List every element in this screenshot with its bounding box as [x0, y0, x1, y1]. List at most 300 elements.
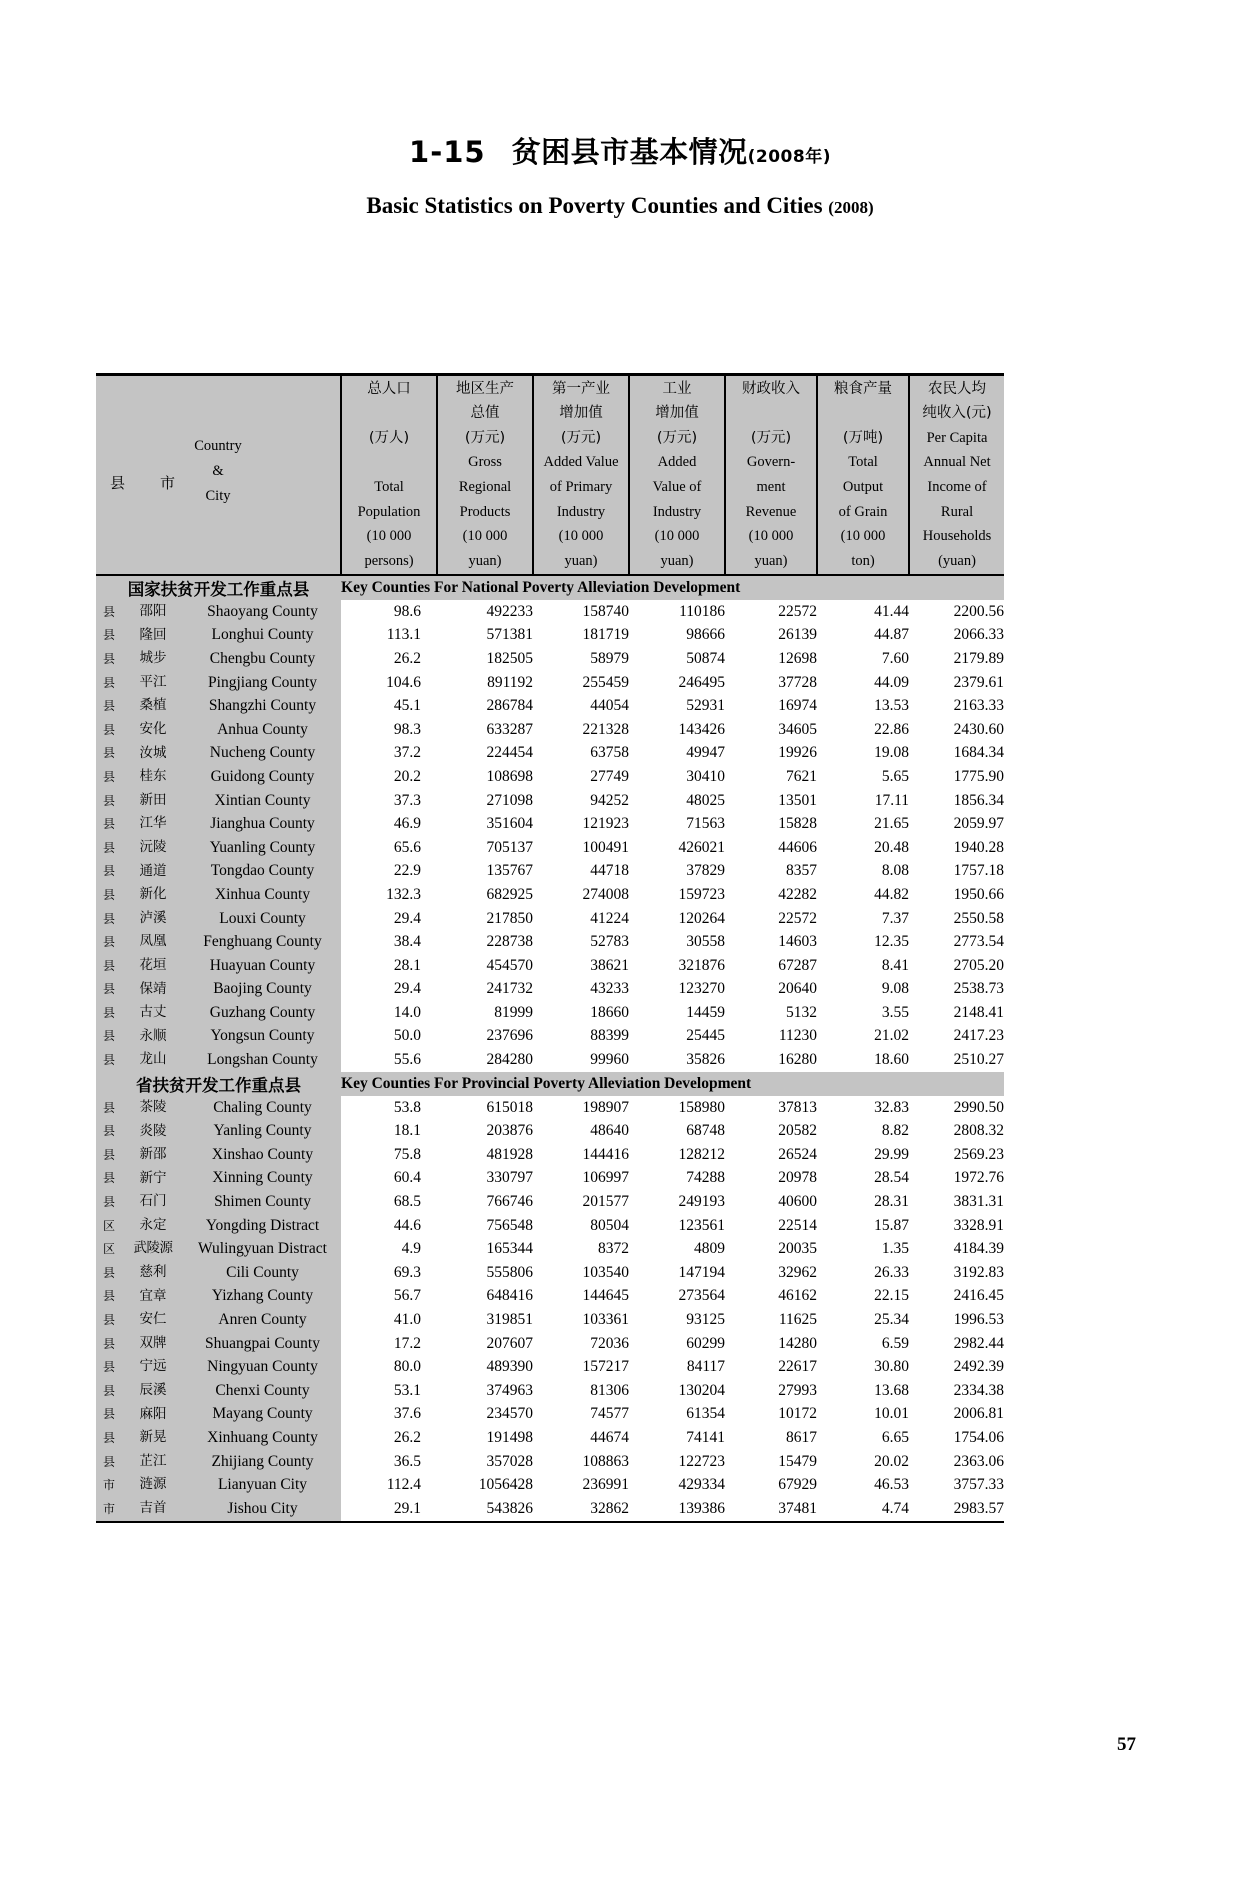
cell-population: 17.2	[341, 1332, 437, 1356]
header-zh-3a: 第一产业	[552, 380, 611, 397]
cell-population: 104.6	[341, 671, 437, 695]
cell-income: 2983.57	[909, 1497, 1004, 1521]
cell-population: 53.8	[341, 1096, 437, 1120]
cell-primary: 255459	[533, 671, 629, 695]
cell-income: 2550.58	[909, 907, 1004, 931]
row-name-zh: 汝城	[122, 742, 184, 766]
cell-grp: 165344	[437, 1237, 533, 1261]
cell-primary: 72036	[533, 1332, 629, 1356]
cell-grp: 555806	[437, 1261, 533, 1285]
cell-grp: 633287	[437, 718, 533, 742]
row-admin-type: 县	[96, 742, 122, 766]
row-name-en: Guzhang County	[184, 1001, 341, 1025]
cell-industry: 120264	[629, 907, 725, 931]
cell-grain: 21.65	[817, 812, 909, 836]
cell-primary: 58979	[533, 647, 629, 671]
header-zh-3b: 增加值	[559, 405, 603, 422]
row-name-en: Nucheng County	[184, 742, 341, 766]
cell-industry: 159723	[629, 883, 725, 907]
cell-grp: 891192	[437, 671, 533, 695]
table-row	[96, 1497, 1004, 1521]
cell-revenue: 16974	[725, 694, 817, 718]
table-row	[96, 694, 1004, 718]
cell-population: 50.0	[341, 1025, 437, 1049]
row-admin-type: 县	[96, 1096, 122, 1120]
header-en-6a: Total	[848, 454, 878, 471]
row-admin-type: 县	[96, 1332, 122, 1356]
cell-income: 2430.60	[909, 718, 1004, 742]
cell-population: 26.2	[341, 1426, 437, 1450]
cell-industry: 130204	[629, 1379, 725, 1403]
cell-grp: 207607	[437, 1332, 533, 1356]
row-name-zh: 泸溪	[122, 907, 184, 931]
cell-industry: 60299	[629, 1332, 725, 1356]
cell-industry: 246495	[629, 671, 725, 695]
cell-grain: 20.02	[817, 1450, 909, 1474]
header-en-7d: Rural	[940, 503, 974, 520]
row-admin-type: 县	[96, 694, 122, 718]
cell-income: 1972.76	[909, 1167, 1004, 1191]
cell-revenue: 20035	[725, 1237, 817, 1261]
cell-income: 2006.81	[909, 1403, 1004, 1427]
cell-grain: 26.33	[817, 1261, 909, 1285]
cell-revenue: 15479	[725, 1450, 817, 1474]
row-admin-type: 县	[96, 1001, 122, 1025]
cell-grain: 28.31	[817, 1190, 909, 1214]
row-name-zh: 新宁	[122, 1167, 184, 1191]
cell-grp: 203876	[437, 1119, 533, 1143]
cell-population: 4.9	[341, 1237, 437, 1261]
cell-grain: 20.48	[817, 836, 909, 860]
cell-population: 29.4	[341, 907, 437, 931]
header-en-1b: Population	[357, 503, 421, 520]
row-name-zh: 龙山	[122, 1048, 184, 1072]
row-name-zh: 辰溪	[122, 1379, 184, 1403]
row-name-en: Chaling County	[184, 1096, 341, 1120]
table-bottom-rule-cell	[96, 1521, 1004, 1522]
cell-population: 37.6	[341, 1403, 437, 1427]
group-header-row	[96, 1072, 1004, 1096]
row-admin-type: 县	[96, 978, 122, 1002]
cell-income: 2379.61	[909, 671, 1004, 695]
header-zh-7a: 农民人均	[928, 380, 987, 397]
cell-grp: 241732	[437, 978, 533, 1002]
cell-grp: 224454	[437, 742, 533, 766]
cell-grain: 7.37	[817, 907, 909, 931]
row-name-zh: 永定	[122, 1214, 184, 1238]
row-name-en: Wulingyuan Distract	[184, 1237, 341, 1261]
cell-grain: 44.82	[817, 883, 909, 907]
header-en-4a: Added	[657, 454, 697, 471]
header-uniten-5a: (10 000	[748, 528, 794, 545]
row-name-zh: 芷江	[122, 1450, 184, 1474]
cell-primary: 52783	[533, 930, 629, 954]
cell-population: 56.7	[341, 1285, 437, 1309]
cell-population: 41.0	[341, 1308, 437, 1332]
table-row	[96, 954, 1004, 978]
row-admin-type: 县	[96, 718, 122, 742]
cell-industry: 71563	[629, 812, 725, 836]
cell-grain: 44.09	[817, 671, 909, 695]
header-en-4b: Value of	[652, 479, 702, 495]
cell-grp: 705137	[437, 836, 533, 860]
header-col-government-revenue	[725, 375, 817, 576]
cell-grp: 135767	[437, 860, 533, 884]
cell-grain: 10.01	[817, 1403, 909, 1427]
cell-revenue: 20582	[725, 1119, 817, 1143]
row-admin-type: 县	[96, 1025, 122, 1049]
page-number: 57	[1117, 1734, 1136, 1755]
title-zh-text: 贫困县市基本情况	[511, 135, 748, 169]
cell-revenue: 67287	[725, 954, 817, 978]
table-row	[96, 1167, 1004, 1191]
cell-industry: 50874	[629, 647, 725, 671]
table-row	[96, 1332, 1004, 1356]
header-uniten-5b: yuan)	[754, 552, 788, 569]
row-name-en: Anren County	[184, 1308, 341, 1332]
cell-revenue: 11625	[725, 1308, 817, 1332]
table-row	[96, 907, 1004, 931]
cell-industry: 93125	[629, 1308, 725, 1332]
row-name-zh: 保靖	[122, 978, 184, 1002]
cell-revenue: 32962	[725, 1261, 817, 1285]
row-admin-type: 县	[96, 1426, 122, 1450]
cell-industry: 273564	[629, 1285, 725, 1309]
row-name-zh: 城步	[122, 647, 184, 671]
row-admin-type: 区	[96, 1214, 122, 1238]
cell-industry: 74288	[629, 1167, 725, 1191]
cell-primary: 80504	[533, 1214, 629, 1238]
cell-population: 37.2	[341, 742, 437, 766]
cell-population: 53.1	[341, 1379, 437, 1403]
table-row	[96, 1403, 1004, 1427]
table-row	[96, 1450, 1004, 1474]
cell-industry: 25445	[629, 1025, 725, 1049]
table-row	[96, 1048, 1004, 1072]
header-col-added-value-primary-industry	[533, 375, 629, 576]
statistics-table-container	[96, 373, 1104, 1523]
table-row	[96, 789, 1004, 813]
header-uniten-7a: (yuan)	[938, 552, 976, 569]
header-col-gross-regional-products	[437, 375, 533, 576]
row-name-zh: 平江	[122, 671, 184, 695]
table-row	[96, 671, 1004, 695]
row-admin-type: 县	[96, 883, 122, 907]
row-name-zh: 邵阳	[122, 600, 184, 624]
header-unit-zh-2: (万元)	[464, 429, 506, 446]
header-zh-2a: 地区生产	[456, 380, 515, 397]
cell-income: 2705.20	[909, 954, 1004, 978]
cell-primary: 32862	[533, 1497, 629, 1521]
cell-income: 2363.06	[909, 1450, 1004, 1474]
header-uniten-1a: (10 000	[366, 528, 412, 545]
cell-population: 46.9	[341, 812, 437, 836]
cell-industry: 30410	[629, 765, 725, 789]
cell-grain: 46.53	[817, 1473, 909, 1497]
row-name-zh: 炎陵	[122, 1119, 184, 1143]
cell-grp: 330797	[437, 1167, 533, 1191]
cell-population: 75.8	[341, 1143, 437, 1167]
header-label-country: Country	[194, 438, 242, 454]
cell-grain: 8.08	[817, 860, 909, 884]
row-name-zh: 武陵源	[122, 1237, 184, 1261]
cell-industry: 128212	[629, 1143, 725, 1167]
cell-primary: 108863	[533, 1450, 629, 1474]
table-header	[96, 375, 1004, 576]
row-name-en: Huayuan County	[184, 954, 341, 978]
row-name-zh: 隆回	[122, 624, 184, 648]
header-uniten-3a: (10 000	[558, 528, 604, 545]
row-name-zh: 花垣	[122, 954, 184, 978]
table-row	[96, 1190, 1004, 1214]
cell-grain: 18.60	[817, 1048, 909, 1072]
group-label-zh: 省扶贫开发工作重点县	[96, 1072, 341, 1096]
header-en-2c: Products	[459, 503, 511, 520]
row-name-zh: 茶陵	[122, 1096, 184, 1120]
table-row	[96, 1355, 1004, 1379]
cell-grain: 15.87	[817, 1214, 909, 1238]
cell-income: 4184.39	[909, 1237, 1004, 1261]
cell-revenue: 34605	[725, 718, 817, 742]
table-row	[96, 1379, 1004, 1403]
row-name-en: Louxi County	[184, 907, 341, 931]
cell-industry: 321876	[629, 954, 725, 978]
cell-grain: 41.44	[817, 600, 909, 624]
cell-population: 38.4	[341, 930, 437, 954]
header-col-total-output-grain	[817, 375, 909, 576]
cell-revenue: 22617	[725, 1355, 817, 1379]
cell-primary: 43233	[533, 978, 629, 1002]
cell-grp: 271098	[437, 789, 533, 813]
header-en-5c: Revenue	[745, 503, 797, 520]
row-name-en: Ningyuan County	[184, 1355, 341, 1379]
cell-grp: 489390	[437, 1355, 533, 1379]
cell-population: 80.0	[341, 1355, 437, 1379]
cell-grp: 191498	[437, 1426, 533, 1450]
row-name-en: Shimen County	[184, 1190, 341, 1214]
table-row	[96, 1119, 1004, 1143]
table-number: 1-15	[409, 135, 486, 169]
cell-grain: 44.87	[817, 624, 909, 648]
header-en-7a: Per Capita	[926, 429, 988, 446]
row-name-zh: 双牌	[122, 1332, 184, 1356]
row-name-en: Longshan County	[184, 1048, 341, 1072]
cell-grp: 351604	[437, 812, 533, 836]
cell-primary: 121923	[533, 812, 629, 836]
cell-income: 1775.90	[909, 765, 1004, 789]
cell-revenue: 40600	[725, 1190, 817, 1214]
cell-revenue: 26139	[725, 624, 817, 648]
row-name-en: Chenxi County	[184, 1379, 341, 1403]
row-admin-type: 县	[96, 930, 122, 954]
cell-population: 44.6	[341, 1214, 437, 1238]
cell-income: 2982.44	[909, 1332, 1004, 1356]
cell-grain: 4.74	[817, 1497, 909, 1521]
header-unit-zh-6: (万吨)	[842, 429, 884, 446]
cell-grain: 3.55	[817, 1001, 909, 1025]
cell-income: 2492.39	[909, 1355, 1004, 1379]
row-admin-type: 县	[96, 1355, 122, 1379]
row-admin-type: 县	[96, 954, 122, 978]
cell-revenue: 37728	[725, 671, 817, 695]
cell-grain: 7.60	[817, 647, 909, 671]
cell-grp: 108698	[437, 765, 533, 789]
cell-revenue: 22514	[725, 1214, 817, 1238]
cell-population: 26.2	[341, 647, 437, 671]
table-row	[96, 812, 1004, 836]
cell-grp: 357028	[437, 1450, 533, 1474]
row-name-en: Longhui County	[184, 624, 341, 648]
cell-industry: 429334	[629, 1473, 725, 1497]
cell-income: 1996.53	[909, 1308, 1004, 1332]
group-header-row	[96, 575, 1004, 600]
cell-primary: 144416	[533, 1143, 629, 1167]
cell-income: 2417.23	[909, 1025, 1004, 1049]
header-uniten-2b: yuan)	[468, 552, 502, 569]
cell-industry: 61354	[629, 1403, 725, 1427]
row-name-en: Anhua County	[184, 718, 341, 742]
row-admin-type: 县	[96, 1143, 122, 1167]
cell-grp: 1056428	[437, 1473, 533, 1497]
header-col-added-value-industry	[629, 375, 725, 576]
cell-primary: 63758	[533, 742, 629, 766]
table-row	[96, 600, 1004, 624]
table-row	[96, 1237, 1004, 1261]
cell-primary: 99960	[533, 1048, 629, 1072]
header-uniten-1b: persons)	[364, 552, 414, 569]
row-name-en: Zhijiang County	[184, 1450, 341, 1474]
cell-revenue: 42282	[725, 883, 817, 907]
poverty-statistics-table	[96, 373, 1004, 1523]
cell-revenue: 26524	[725, 1143, 817, 1167]
cell-grp: 182505	[437, 647, 533, 671]
header-uniten-3b: yuan)	[564, 552, 598, 569]
cell-population: 69.3	[341, 1261, 437, 1285]
cell-population: 98.6	[341, 600, 437, 624]
cell-primary: 8372	[533, 1237, 629, 1261]
cell-revenue: 14603	[725, 930, 817, 954]
row-name-en: Lianyuan City	[184, 1473, 341, 1497]
cell-income: 2569.23	[909, 1143, 1004, 1167]
table-row	[96, 1473, 1004, 1497]
cell-population: 28.1	[341, 954, 437, 978]
table-row	[96, 860, 1004, 884]
cell-primary: 103540	[533, 1261, 629, 1285]
page-title-chinese	[0, 130, 1240, 171]
cell-population: 45.1	[341, 694, 437, 718]
row-name-zh: 桂东	[122, 765, 184, 789]
row-admin-type: 县	[96, 1167, 122, 1191]
row-admin-type: 县	[96, 671, 122, 695]
row-name-zh: 慈利	[122, 1261, 184, 1285]
cell-revenue: 16280	[725, 1048, 817, 1072]
cell-grain: 5.65	[817, 765, 909, 789]
cell-primary: 74577	[533, 1403, 629, 1427]
cell-revenue: 20978	[725, 1167, 817, 1191]
cell-grain: 30.80	[817, 1355, 909, 1379]
row-name-zh: 麻阳	[122, 1403, 184, 1427]
row-admin-type: 市	[96, 1497, 122, 1521]
cell-population: 132.3	[341, 883, 437, 907]
row-name-en: Baojing County	[184, 978, 341, 1002]
header-col-per-capita-income	[909, 375, 1004, 576]
table-body	[96, 575, 1004, 1522]
row-admin-type: 县	[96, 624, 122, 648]
cell-grp: 234570	[437, 1403, 533, 1427]
cell-grp: 284280	[437, 1048, 533, 1072]
header-unit-zh-4: (万元)	[656, 429, 698, 446]
cell-revenue: 5132	[725, 1001, 817, 1025]
cell-income: 3192.83	[909, 1261, 1004, 1285]
cell-primary: 144645	[533, 1285, 629, 1309]
cell-population: 112.4	[341, 1473, 437, 1497]
cell-grp: 237696	[437, 1025, 533, 1049]
cell-grain: 25.34	[817, 1308, 909, 1332]
cell-population: 36.5	[341, 1450, 437, 1474]
cell-income: 3328.91	[909, 1214, 1004, 1238]
cell-grain: 17.11	[817, 789, 909, 813]
cell-income: 2163.33	[909, 694, 1004, 718]
row-name-zh: 安仁	[122, 1308, 184, 1332]
cell-income: 2538.73	[909, 978, 1004, 1002]
cell-population: 20.2	[341, 765, 437, 789]
row-admin-type: 区	[96, 1237, 122, 1261]
row-admin-type: 县	[96, 1379, 122, 1403]
row-name-en: Shaoyang County	[184, 600, 341, 624]
group-label-zh: 国家扶贫开发工作重点县	[96, 575, 341, 600]
table-row	[96, 1261, 1004, 1285]
cell-grp: 682925	[437, 883, 533, 907]
cell-grp: 454570	[437, 954, 533, 978]
cell-revenue: 22572	[725, 907, 817, 931]
row-name-zh: 凤凰	[122, 930, 184, 954]
cell-primary: 38621	[533, 954, 629, 978]
cell-primary: 103361	[533, 1308, 629, 1332]
cell-income: 1757.18	[909, 860, 1004, 884]
row-name-zh: 桑植	[122, 694, 184, 718]
cell-primary: 198907	[533, 1096, 629, 1120]
cell-grp: 481928	[437, 1143, 533, 1167]
cell-industry: 426021	[629, 836, 725, 860]
row-admin-type: 县	[96, 1048, 122, 1072]
cell-revenue: 44606	[725, 836, 817, 860]
row-name-en: Xinshao County	[184, 1143, 341, 1167]
cell-industry: 35826	[629, 1048, 725, 1072]
cell-industry: 249193	[629, 1190, 725, 1214]
cell-industry: 98666	[629, 624, 725, 648]
cell-grain: 6.59	[817, 1332, 909, 1356]
table-row	[96, 718, 1004, 742]
row-name-zh: 新田	[122, 789, 184, 813]
row-admin-type: 市	[96, 1473, 122, 1497]
row-name-en: Mayang County	[184, 1403, 341, 1427]
cell-population: 55.6	[341, 1048, 437, 1072]
cell-income: 1684.34	[909, 742, 1004, 766]
cell-revenue: 22572	[725, 600, 817, 624]
cell-revenue: 8617	[725, 1426, 817, 1450]
cell-revenue: 8357	[725, 860, 817, 884]
cell-primary: 221328	[533, 718, 629, 742]
cell-grp: 286784	[437, 694, 533, 718]
header-en-6b: Output	[842, 479, 884, 495]
row-name-en: Fenghuang County	[184, 930, 341, 954]
cell-industry: 4809	[629, 1237, 725, 1261]
cell-revenue: 20640	[725, 978, 817, 1002]
cell-income: 1856.34	[909, 789, 1004, 813]
header-label-amp: &	[212, 463, 224, 479]
header-unit-zh-1: (万人)	[368, 429, 410, 446]
cell-primary: 94252	[533, 789, 629, 813]
